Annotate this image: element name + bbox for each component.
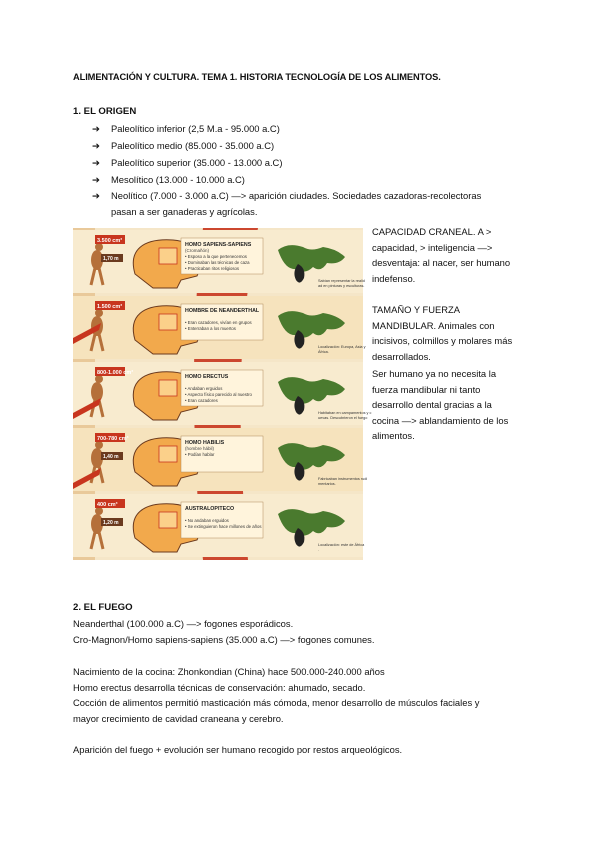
- list-item: ➔ Paleolítico inferior (2,5 M.a - 95.000 a.C): [92, 123, 280, 134]
- section2-heading: 2. EL FUEGO: [73, 602, 133, 613]
- document-title: ALIMENTACIÓN Y CULTURA. TEMA 1. HISTORIA TECNOLOGÍA DE LOS ALIMENTOS.: [73, 72, 441, 82]
- height-label: 1,20 m: [103, 520, 119, 526]
- cranial-capacity-label: 800-1.000 cm³: [97, 370, 134, 376]
- species-trait: • Enterraban a los muertos: [185, 326, 236, 331]
- cranial-capacity-label: 3.500 cm³: [97, 238, 123, 244]
- list-item: ➔ Paleolítico superior (35.000 - 13.000 a.C): [92, 157, 283, 168]
- brain-size-box: [159, 512, 177, 528]
- species-trait: • Dominaban las técnicas de caza: [185, 260, 250, 265]
- list-item: ➔ Neolítico (7.000 - 3.000 a.C) —> aparición ciudades. Sociedades cazadoras-recolectoras: [92, 190, 482, 201]
- location-note: África.: [318, 350, 329, 354]
- species-trait: • Aspecto físico parecido al nuestro: [185, 392, 252, 397]
- text-line: Neanderthal (100.000 a.C) —> fogones esporádicos.: [73, 618, 294, 629]
- hominid-head: [95, 441, 103, 449]
- list-item-continuation: pasan a ser ganaderas y agrícolas.: [111, 206, 258, 217]
- side-paragraph-cooking: Ser humano ya no necesita la fuerza mandibular ni tanto desarrollo dental gracias a la cocina —> ablandamiento de los alimentos.: [372, 368, 509, 442]
- location-note: uevas. Descubrieron el fuego: [318, 416, 368, 420]
- location-note: .: [318, 548, 320, 552]
- species-name: HOMO ERECTUS: [185, 374, 229, 380]
- text-line: Nacimiento de la cocina: Zhonkondian (China) hace 500.000-240.000 años: [73, 666, 385, 677]
- side-paragraph-mandible: TAMAÑO Y FUERZA MANDIBULAR. Animales con incisivos, colmillos y molares más desarrollados.: [372, 304, 513, 362]
- hominid-figure: [91, 382, 103, 402]
- arrow-icon: ➔: [92, 157, 100, 168]
- arrow-icon: ➔: [92, 123, 100, 134]
- height-label: 1,70 m: [103, 256, 119, 262]
- side-paragraph-cranial: CAPACIDAD CRANEAL. A > capacidad, > inteligencia —> desventaja: al nacer, ser humano indefenso.: [372, 226, 511, 284]
- brain-size-box: [159, 248, 177, 264]
- location-note: Sabían representar la realid: [318, 279, 365, 283]
- hominid-head: [95, 309, 103, 317]
- brain-size-box: [159, 446, 177, 462]
- species-trait: • Se extinguieron hace millones de años: [185, 524, 262, 529]
- species-trait: • Andaban erguidos: [185, 386, 223, 391]
- species-name: AUSTRALOPITECO: [185, 506, 235, 512]
- text-line: Aparición del fuego + evolución ser humano recogido por restos arqueológicos.: [73, 744, 403, 755]
- species-name: HOMO SAPIENS-SAPIENS: [185, 242, 252, 248]
- species-trait: • Eran cazadores: [185, 398, 218, 403]
- species-trait: • Eran cazadores, vivían en grupos: [185, 320, 252, 325]
- location-note: mentarios.: [318, 482, 336, 486]
- brain-size-box: [159, 314, 177, 330]
- species-name: HOMO HABILIS: [185, 440, 225, 446]
- hominid-head: [95, 243, 103, 251]
- hominid-head: [95, 507, 103, 515]
- list-item: ➔ Mesolítico (13.000 - 10.000 a.C): [92, 174, 245, 185]
- species-trait: • Podían hablar: [185, 452, 215, 457]
- text-line: Cocción de alimentos permitió masticación más cómoda, menor desarrollo de músculos faciales y: [73, 697, 480, 708]
- brain-size-box: [159, 380, 177, 396]
- location-note: Habitaban en campamentos y c: [318, 411, 372, 415]
- location-note: Localización: este de África: [318, 543, 365, 547]
- species-alias: (hombre hábil): [185, 446, 215, 451]
- arrow-icon: ➔: [92, 174, 100, 185]
- species-alias: (Cromañón): [185, 248, 210, 253]
- list-item: ➔ Paleolítico medio (85.000 - 35.000 a.C): [92, 140, 275, 151]
- location-note: ad en pinturas y esculturas.: [318, 284, 365, 288]
- arrow-icon: ➔: [92, 190, 100, 201]
- cranial-capacity-label: 1.500 cm³: [97, 304, 123, 310]
- arrow-icon: ➔: [92, 140, 100, 151]
- text-line: mayor crecimiento de cavidad craneana y cerebro.: [73, 713, 284, 724]
- text-line: Homo erectus desarrolla técnicas de conservación: ahumado, secado.: [73, 682, 366, 693]
- species-trait: • Esposo a la que pertenecemos: [185, 254, 247, 259]
- height-label: 1,40 m: [103, 454, 119, 460]
- text-line: Cro-Magnon/Homo sapiens-sapiens (35.000 a.C) —> fogones comunes.: [73, 634, 375, 645]
- species-name: HOMBRE DE NEANDERTHAL: [185, 308, 260, 314]
- section1-heading: 1. EL ORIGEN: [73, 106, 137, 117]
- species-trait: • No andaban erguidos: [185, 518, 229, 523]
- species-trait: • Practicaban ritos religiosos: [185, 266, 240, 271]
- hominid-head: [95, 375, 103, 383]
- human-evolution-figure: [73, 228, 372, 560]
- cranial-capacity-label: 400 cm³: [97, 502, 118, 508]
- location-note: Fabricaban instrumentos rudi: [318, 477, 368, 481]
- cranial-capacity-label: 700-780 cm³: [97, 436, 129, 442]
- location-note: Localización: Europa, Asia y: [318, 345, 366, 349]
